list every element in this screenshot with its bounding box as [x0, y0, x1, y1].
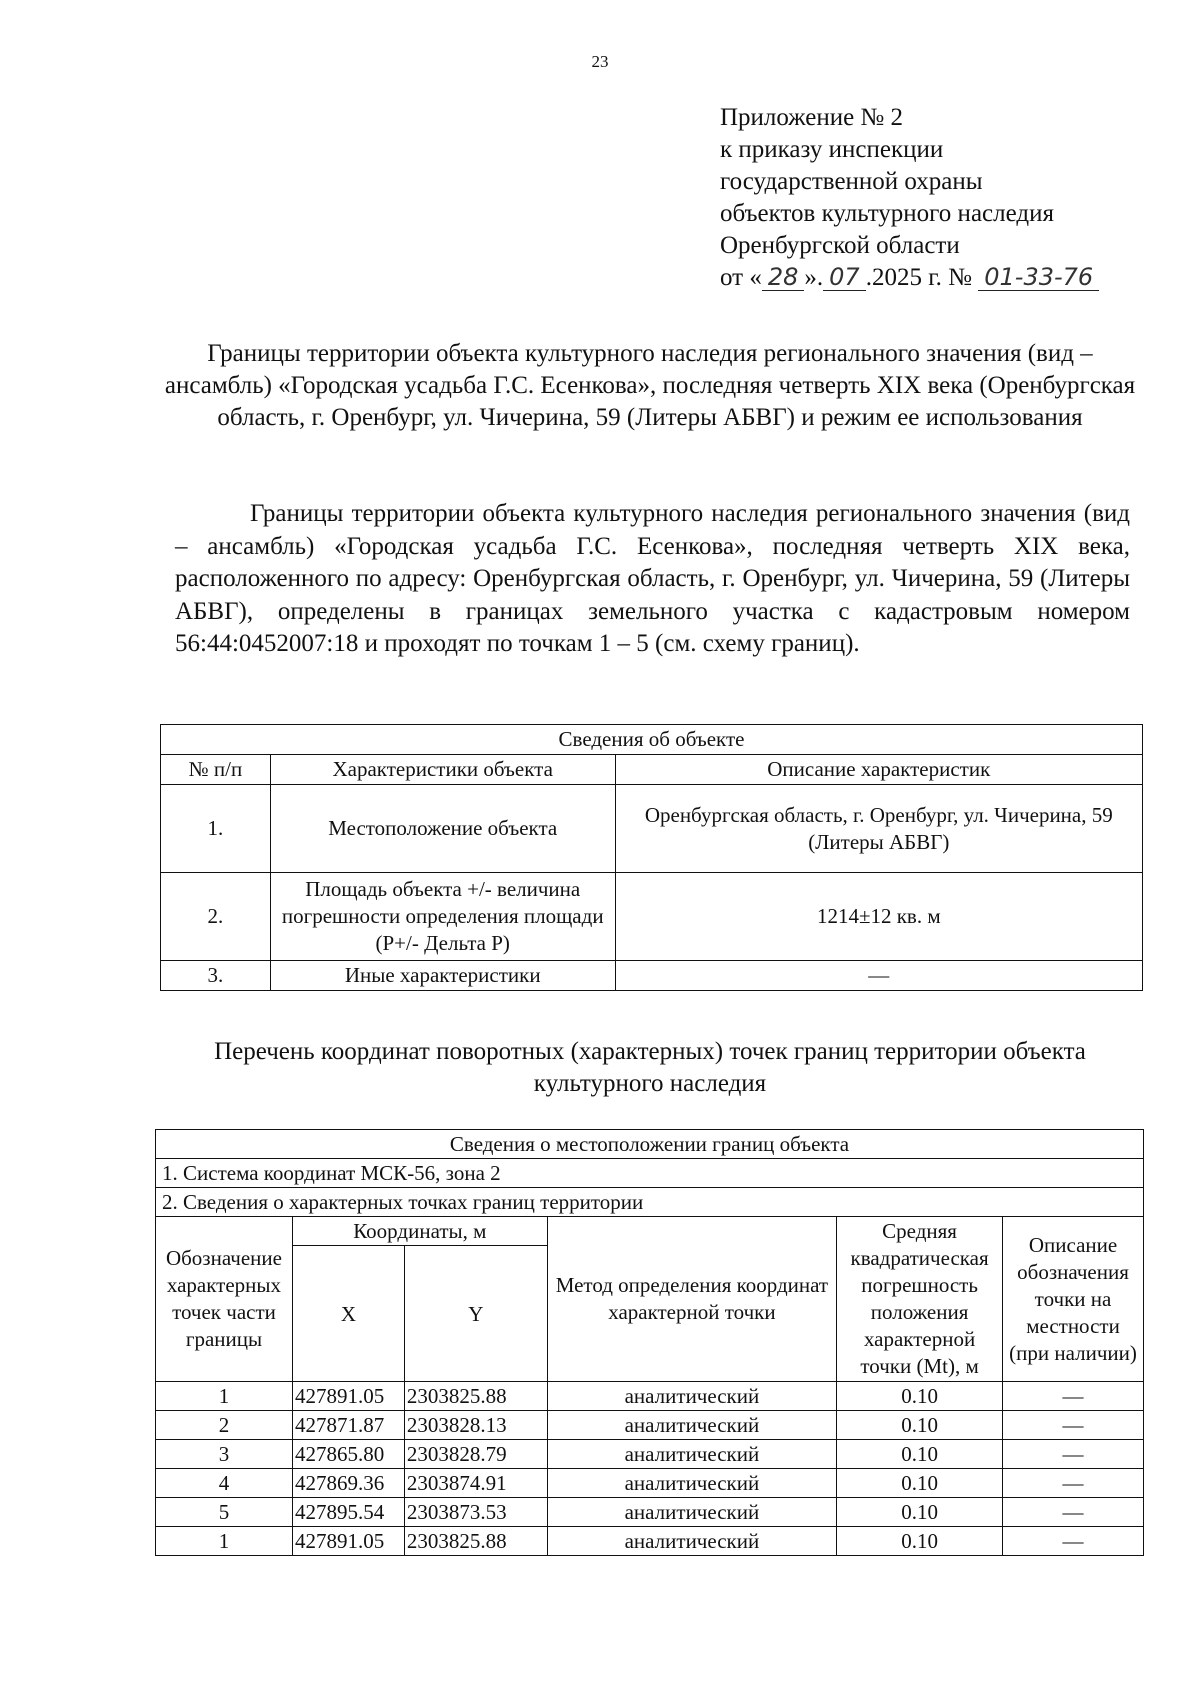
points-caption: 2. Сведения о характерных точках границ территории — [156, 1188, 1144, 1217]
point-method: аналитический — [547, 1411, 836, 1440]
page-number: 23 — [591, 52, 609, 71]
point-method: аналитический — [547, 1382, 836, 1411]
table-row — [156, 1382, 1144, 1411]
coordinate-system: 1. Система координат МСК-56, зона 2 — [156, 1159, 1144, 1188]
header-cell: № п/п — [161, 755, 271, 785]
point-y: 2303873.53 — [404, 1498, 547, 1527]
point-id: 2 — [156, 1411, 293, 1440]
table-caption: Сведения об объекте — [161, 725, 1143, 755]
row-name: Иные характеристики — [270, 961, 615, 991]
point-id: 3 — [156, 1440, 293, 1469]
row-name: Площадь объекта +/- величина погрешности определения площади (Р+/- Дельта Р) — [270, 873, 615, 961]
appendix-line: государственной охраны — [720, 168, 983, 195]
point-y: 2303825.88 — [404, 1527, 547, 1556]
table-row — [156, 1469, 1144, 1498]
point-x: 427891.05 — [292, 1527, 404, 1556]
point-y: 2303825.88 — [404, 1382, 547, 1411]
row-value: 1214±12 кв. м — [615, 873, 1142, 961]
point-error: 0.10 — [837, 1411, 1003, 1440]
object-info-table — [160, 724, 1143, 991]
row-value: Оренбургская область, г. Оренбург, ул. Чичерина, 59 (Литеры АБВГ) — [615, 785, 1142, 873]
point-error: 0.10 — [837, 1469, 1003, 1498]
appendix-block — [720, 102, 1099, 294]
point-id: 5 — [156, 1498, 293, 1527]
table-caption: Сведения о местоположении границ объекта — [156, 1130, 1144, 1159]
date-prefix: от « — [720, 264, 762, 291]
point-method: аналитический — [547, 1469, 836, 1498]
document-title: Границы территории объекта культурного наследия регионального значения (вид – ансамбль) «Городская усадьба Г.С. Есенкова», последняя четверть XIX века (Оренбургская область, г. Оренбург, ул. Чичерина, 59 (Литеры АБВГ) и режим ее использования — [164, 340, 1136, 431]
point-x: 427871.87 — [292, 1411, 404, 1440]
point-x: 427865.80 — [292, 1440, 404, 1469]
point-method: аналитический — [547, 1440, 836, 1469]
table-row — [156, 1527, 1144, 1556]
appendix-line: Оренбургской области — [720, 232, 960, 259]
table-row — [161, 785, 1143, 873]
body-paragraph: Границы территории объекта культурного наследия регионального значения (вид – ансамбль) «Городская усадьба Г.С. Есенкова», последняя четверть XIX века, расположенного по адресу: Оренбургская область, г. Оренбург, ул. Чичерина, 59 (Литеры АБВГ), определены в границах земельного участка с кадастровым номером 56:44:0452007:18 и проходят по точкам 1 – 5 (см. схему границ). — [175, 500, 1130, 657]
header-designation: Обозначение характерных точек части границы — [156, 1217, 293, 1382]
header-coordinates: Координаты, м — [292, 1217, 547, 1246]
table-row — [156, 1411, 1144, 1440]
point-id: 1 — [156, 1527, 293, 1556]
appendix-line: Приложение № 2 — [720, 104, 904, 131]
table-row — [156, 1440, 1144, 1469]
date-year: .2025 г. № — [865, 264, 979, 291]
header-description: Описание обозначения точки на местности (при наличии) — [1003, 1217, 1144, 1382]
point-error: 0.10 — [837, 1440, 1003, 1469]
point-error: 0.10 — [837, 1527, 1003, 1556]
table-row — [161, 961, 1143, 991]
table-header-row — [156, 1217, 1144, 1246]
order-date-line — [720, 262, 1099, 294]
appendix-line: к приказу инспекции — [720, 136, 944, 163]
header-error: Средняя квадратическая погрешность положения характерной точки (Mt), м — [837, 1217, 1003, 1382]
point-description: — — [1003, 1440, 1144, 1469]
point-y: 2303874.91 — [404, 1469, 547, 1498]
point-error: 0.10 — [837, 1498, 1003, 1527]
point-description: — — [1003, 1411, 1144, 1440]
point-description: — — [1003, 1382, 1144, 1411]
point-description: — — [1003, 1527, 1144, 1556]
point-x: 427869.36 — [292, 1469, 404, 1498]
table-header-row — [161, 755, 1143, 785]
handwritten-month: 07 — [823, 264, 866, 291]
row-name: Местоположение объекта — [270, 785, 615, 873]
point-error: 0.10 — [837, 1382, 1003, 1411]
row-value: — — [615, 961, 1142, 991]
point-description: — — [1003, 1498, 1144, 1527]
header-method: Метод определения координат характерной точки — [547, 1217, 836, 1382]
row-number: 2. — [161, 873, 271, 961]
point-method: аналитический — [547, 1498, 836, 1527]
date-mid: ». — [804, 264, 824, 291]
header-x: X — [292, 1246, 404, 1382]
table-row — [156, 1498, 1144, 1527]
coordinates-table — [155, 1129, 1144, 1556]
point-x: 427891.05 — [292, 1382, 404, 1411]
point-id: 4 — [156, 1469, 293, 1498]
header-y: Y — [404, 1246, 547, 1382]
appendix-line: объектов культурного наследия — [720, 200, 1054, 227]
table-row — [161, 873, 1143, 961]
handwritten-day: 28 — [762, 264, 805, 291]
point-description: — — [1003, 1469, 1144, 1498]
point-y: 2303828.13 — [404, 1411, 547, 1440]
coordinates-title: Перечень координат поворотных (характерных) точек границ территории объекта культурного наследия — [214, 1038, 1086, 1097]
point-x: 427895.54 — [292, 1498, 404, 1527]
row-number: 3. — [161, 961, 271, 991]
point-y: 2303828.79 — [404, 1440, 547, 1469]
header-cell: Описание характеристик — [615, 755, 1142, 785]
header-cell: Характеристики объекта — [270, 755, 615, 785]
row-number: 1. — [161, 785, 271, 873]
point-id: 1 — [156, 1382, 293, 1411]
point-method: аналитический — [547, 1527, 836, 1556]
handwritten-order-number: 01-33-76 — [978, 264, 1099, 291]
